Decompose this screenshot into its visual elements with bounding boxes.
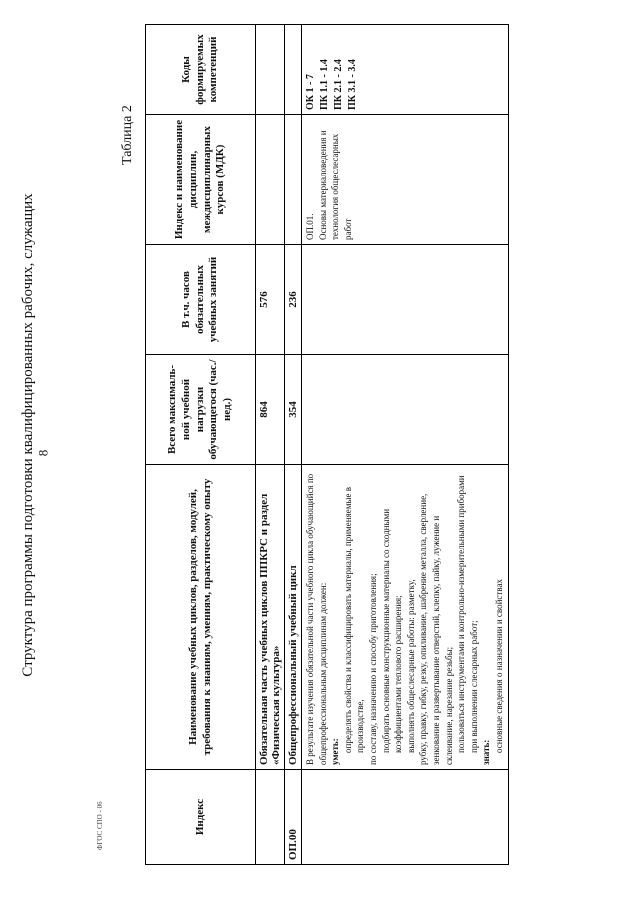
- cell-content-requirements: [302, 465, 509, 770]
- discipline-name: Основы материаловедения и технология общеслесарных работ: [317, 130, 353, 240]
- header-max-load: Всего максималь-ной учебной нагрузки обучающегося (час./нед.): [146, 355, 256, 465]
- page-number: 8: [35, 449, 51, 457]
- cell-content-max-load: [302, 355, 509, 465]
- discipline-code: ОП.01.: [305, 213, 315, 240]
- skill-item: рубку, правку, гибку, резку, опиливание, шабрение металла, сверление, зенкование и развертывание отверстий, клепку, пайку, лужение и склеивание, нарезание резьбы;: [418, 493, 454, 765]
- skill-item: пользоваться инструментами и контрольно-измерительными приборами при выполнении слесарных работ;: [456, 475, 479, 753]
- skill-item: подбирать основные конструкционные материалы со сходными коэффициентами теплового расширения;: [380, 508, 404, 753]
- table-row-mandatory: [256, 25, 285, 865]
- cell-content-classroom: [302, 245, 509, 355]
- cell-index-empty: [256, 770, 285, 865]
- cell-op00-name: Общепрофессиональный учебный цикл: [285, 465, 302, 770]
- skill-item: определять свойства и классифицировать материалы, применяемые в производстве,: [342, 487, 366, 753]
- skills-heading: уметь:: [330, 738, 341, 765]
- cell-op00-discipline: [285, 115, 302, 245]
- table-header-row: [146, 25, 256, 865]
- page-title: Структура программы подготовки квалифицированных рабочих, служащих: [20, 193, 36, 677]
- cell-content-competences: ОК 1 - 7 ПК 1.1 - 1.4 ПК 2.1 - 2.4 ПК 3.1 - 3.4: [302, 25, 509, 115]
- cell-mandatory-name: Обязательная часть учебных циклов ППКРС и раздел «Физическая культура»: [256, 465, 285, 770]
- header-discipline: Индекс и наименование дисциплин, междисциплинарных курсов (МДК): [146, 115, 256, 245]
- cell-mandatory-discipline: [256, 115, 285, 245]
- cell-mandatory-classroom: 576: [256, 245, 285, 355]
- table-label: Таблица 2: [120, 105, 135, 165]
- skill-item: выполнять общеслесарные работы: разметку,: [405, 579, 416, 753]
- footer-code: ФГОС СПО - 06: [96, 801, 104, 850]
- cell-content-discipline: [302, 115, 509, 245]
- knowledge-heading: знать:: [481, 739, 492, 765]
- cell-mandatory-competences: [256, 25, 285, 115]
- cell-op00-competences: [285, 25, 302, 115]
- cell-mandatory-max-load: 864: [256, 355, 285, 465]
- cell-op00-classroom: 236: [285, 245, 302, 355]
- requirements-intro: В результате изучения обязательной части учебного цикла обучающийся по общепрофессиональным дисциплинам должен:: [305, 473, 328, 765]
- knowledge-item: основные сведения о назначении и свойствах: [493, 579, 504, 753]
- table-row-op00: [285, 25, 302, 865]
- table-row-content: [302, 25, 509, 865]
- cell-content-index: [302, 770, 509, 865]
- header-classroom: В т.ч. часов обязательных учебных занятий: [146, 245, 256, 355]
- skill-item: по составу, назначению и способу приготовления;: [367, 573, 378, 765]
- header-index: Индекс: [146, 770, 256, 865]
- cell-op00-max-load: 354: [285, 355, 302, 465]
- header-name: Наименование учебных циклов, разделов, модулей, требования к знаниям, умениям, практическому опыту: [146, 465, 256, 770]
- structure-table: [145, 24, 509, 865]
- cell-op00-index: ОП.00: [285, 770, 302, 865]
- header-competences: Коды формируемых компетенций: [146, 25, 256, 115]
